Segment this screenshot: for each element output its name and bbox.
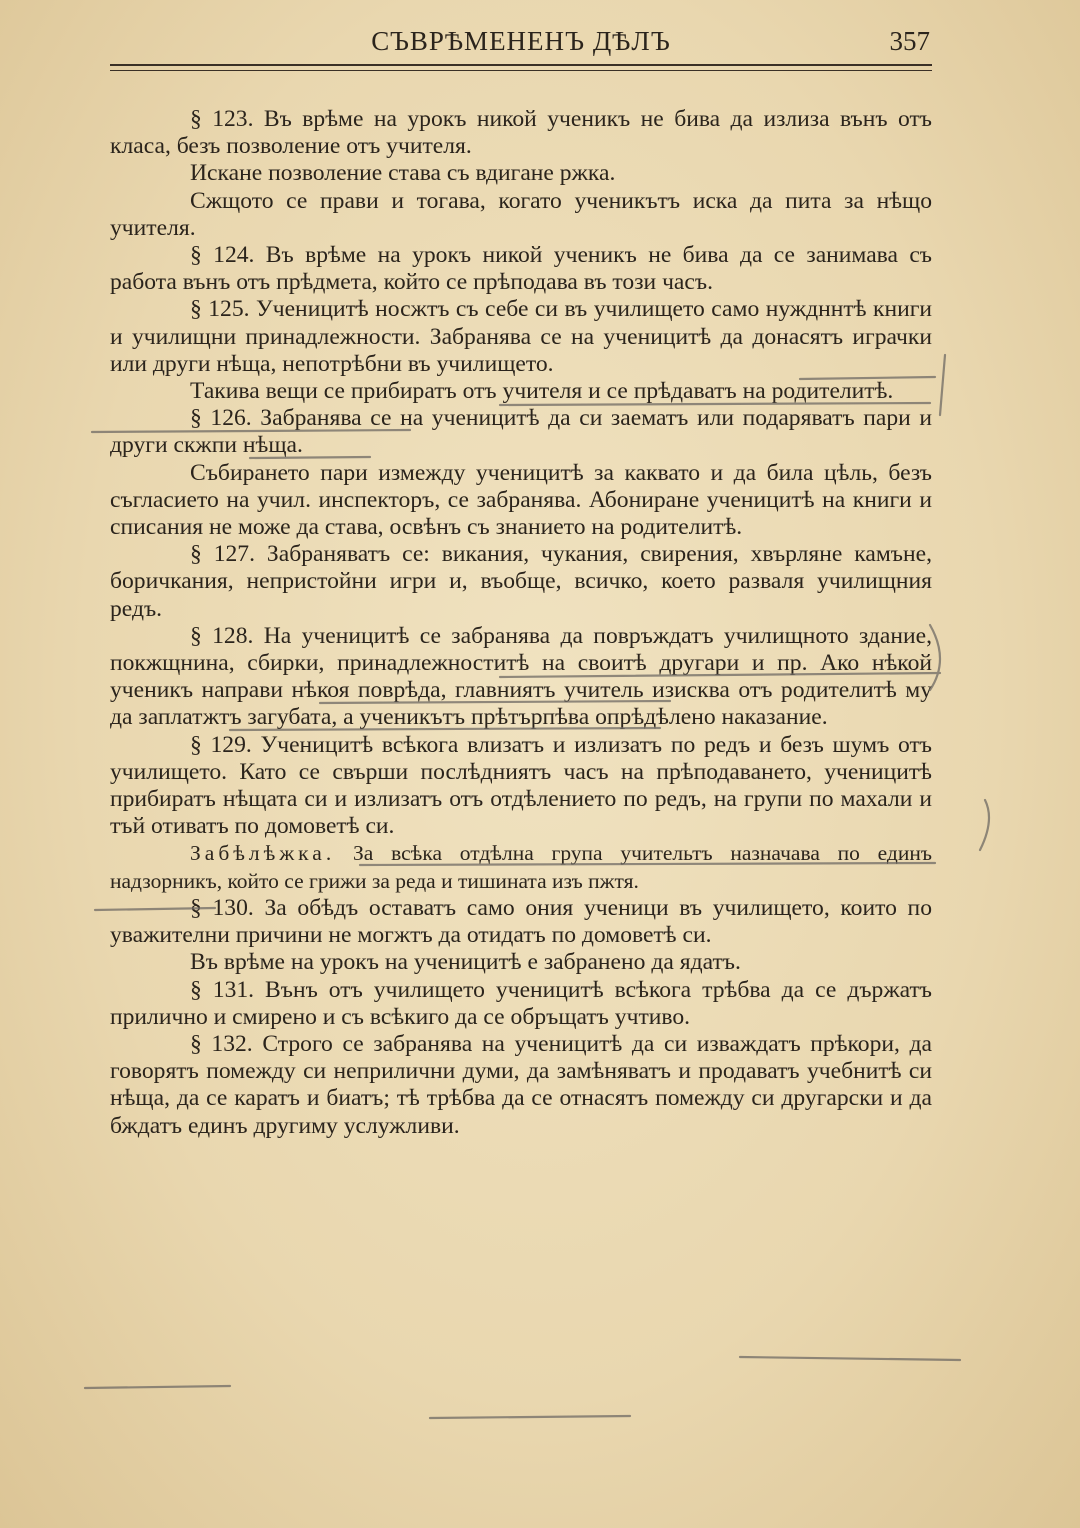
body-text	[110, 106, 932, 1140]
paragraph-126: § 126. Забранява се на ученицитѣ да си заематъ или подаряватъ пари и други скжпи нѣща.	[110, 405, 932, 459]
note-label: Забѣлѣжка.	[190, 841, 336, 866]
paragraph-130: § 130. За обѣдъ оставатъ само ония ученици въ училището, които по уважителни причини не могжтъ да отидатъ по домоветѣ си.	[110, 894, 932, 949]
note-paragraph	[110, 840, 932, 894]
note-text: За всѣка отдѣлна група учительтъ назначава по единъ надзорникъ, който се грижи за реда и тишината изъ пжтя.	[110, 841, 933, 893]
paragraph-129: § 129. Ученицитѣ всѣкога влизатъ и излизатъ по редъ и безъ шумъ отъ училището. Като се свърши послѣдниятъ часъ на прѣподаването, ученицитѣ прибиратъ нѣщата си и излизатъ отъ отдѣлението по редъ, на групи по махали и тъй отиватъ по домоветѣ си.	[110, 731, 932, 840]
paragraph-124: § 124. Въ врѣме на урокъ никой ученикъ не бива да се занимава съ работа вънъ отъ прѣдмета, който се прѣподава въ този часъ.	[110, 242, 932, 296]
pencil-underline-12	[430, 1416, 630, 1418]
page-number: 357	[889, 26, 930, 56]
running-title: СЪВРѢМЕНЕНЪ ДѢЛЪ	[371, 26, 671, 56]
pencil-margin-mark-1	[940, 355, 945, 415]
paragraph-126-b: Събирането пари измежду ученицитѣ за каквато и да била цѣль, безъ съгласието на учил. инспекторъ, се забранява. Абониране ученицитѣ на книги и списания не може да става, освѣнъ съ знанието на родителитѣ.	[110, 459, 932, 541]
header-rule	[110, 64, 932, 66]
header-rule-thin	[110, 70, 932, 71]
paragraph-123: § 123. Въ врѣме на урокъ никой ученикъ не бива да излиза вънъ отъ класа, безъ позволение отъ учителя.	[110, 106, 932, 160]
paragraph-127: § 127. Забраняватъ се: викания, чукания, свирения, хвърляне камъне, боричкания, непристойни игри и, въобще, всичко, което разваля училищния редъ.	[110, 541, 932, 622]
paragraph-131: § 131. Вънъ отъ училището ученицитѣ всѣкога трѣбва да се държатъ прилично и смирено и съ всѣкиго да се обръщатъ учтиво.	[110, 976, 932, 1030]
pencil-margin-mark-3	[980, 800, 989, 850]
paragraph-128: § 128. На ученицитѣ се забранява да повръждатъ училищното здание, покжщнина, сбирки, принадлежноститѣ на своитѣ другари и пр. Ако нѣкой ученикъ направи нѣкоя поврѣда, главниятъ учитель изисква отъ родителитѣ му да заплатжтъ загубата, а ученикътъ прѣтърпѣва опрѣдѣлено наказание.	[110, 622, 932, 731]
paragraph-123-c: Сжщото се прави и тогава, когато ученикътъ иска да пита за нѣщо учителя.	[110, 187, 932, 241]
paragraph-123-b: Искане позволение става съ вдигане ржка.	[190, 160, 616, 187]
paragraph-130-b: Въ врѣме на урокъ на ученицитѣ е забранено да ядатъ.	[190, 949, 741, 976]
paragraph-125: § 125. Ученицитѣ носжтъ съ себе си въ училището само нуждннтѣ книги и училищни принадлежности. Забранява се на ученицитѣ да донасятъ играчки или други нѣща, непотрѣбни въ училището.	[110, 296, 932, 377]
page-header	[110, 22, 932, 62]
paragraph-132: § 132. Строго се забранява на ученицитѣ да си изваждатъ прѣкори, да говорятъ помежду си неприлични думи, да замѣняватъ и продаватъ учебнитѣ си нѣща, да се каратъ и биатъ; тѣ трѣбва да се отнасятъ помежду си другарски и да бждатъ единъ другиму услужливи.	[110, 1030, 932, 1139]
pencil-underline-10	[740, 1357, 960, 1360]
paragraph-125-b: Такива вещи се прибиратъ отъ учителя и се прѣдаватъ на родителитѣ.	[190, 378, 894, 405]
pencil-underline-11	[85, 1386, 230, 1388]
